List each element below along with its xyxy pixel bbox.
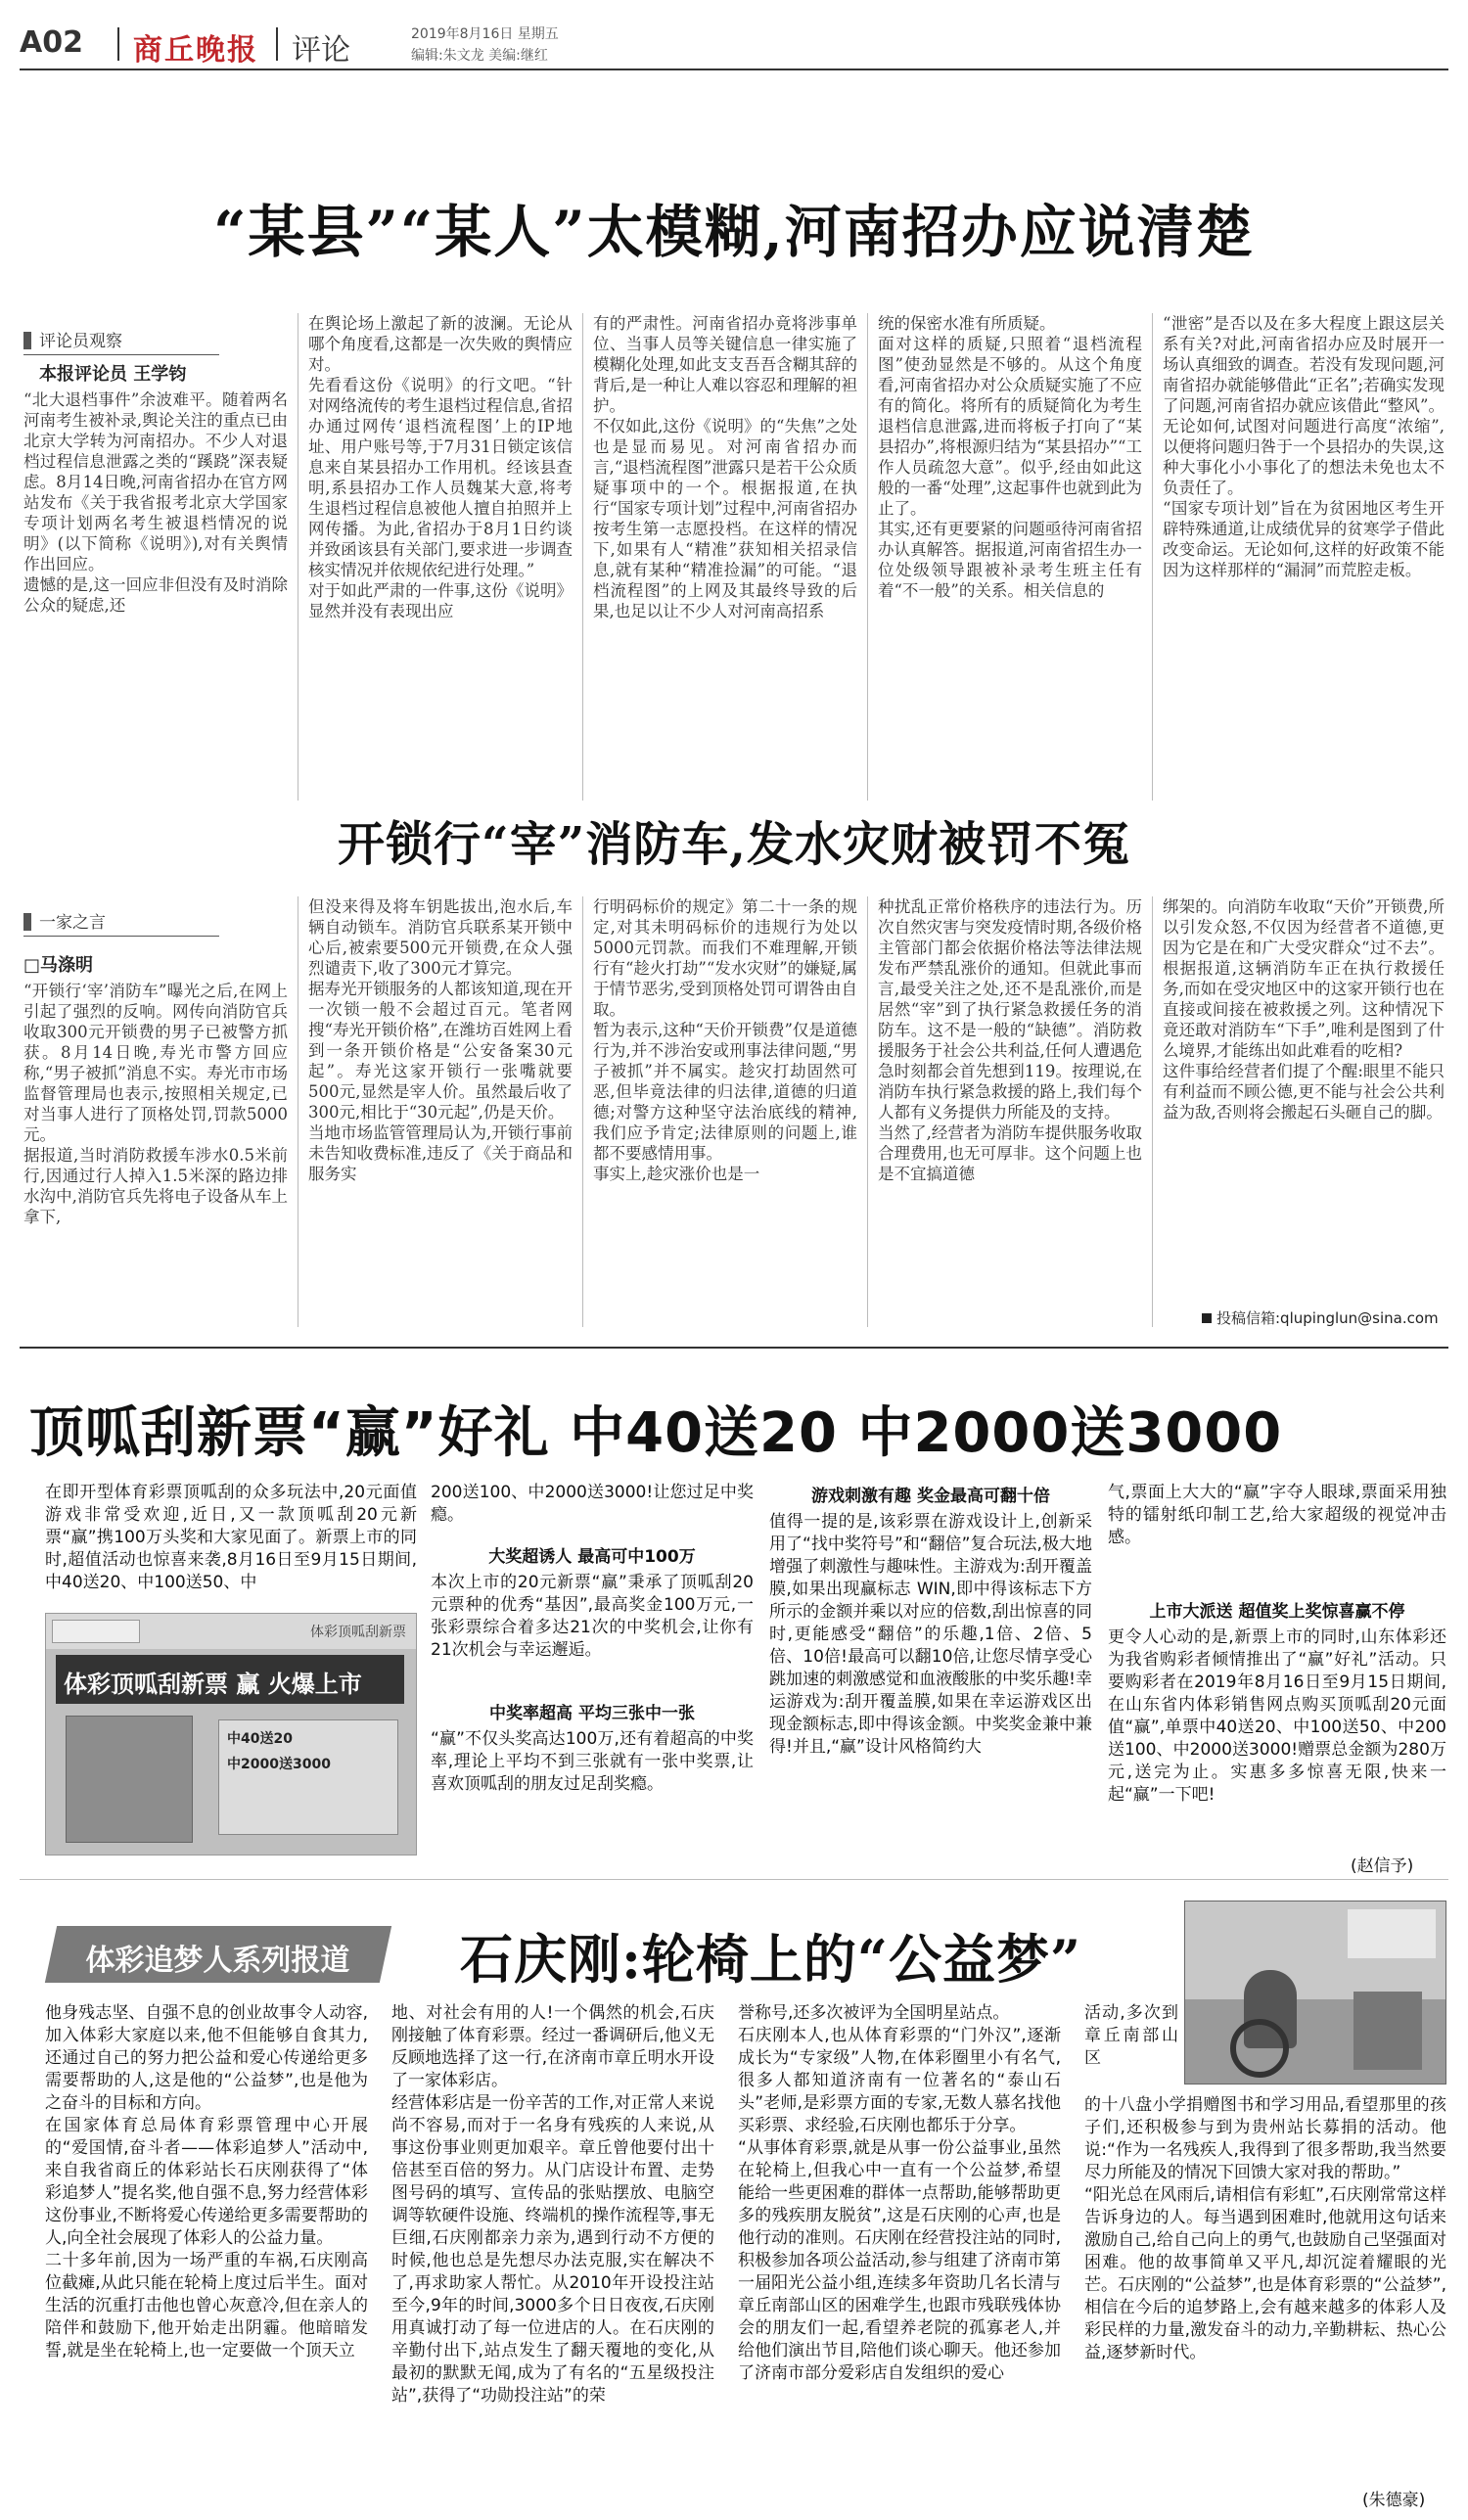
article2-column: 但没来得及将车钥匙拔出,泡水后,车辆自动锁车。消防官兵联系某开锁中心后,被索要500元开锁费,在众人强烈谴责下,收了300元才算完。 据寿光开锁服务的人都该知道,现在开一次锁一般不会超过百元。笔者网搜“寿光开锁价格”,在潍坊百姓网上看到一条开锁价格是“公安备案30元起”。寿光这家开锁行一张嘴就要500元,显然是宰人价。虽然最后收了300元,相比于“30元起”,仍是天价。 当地市场监管管理局认为,开锁行事前未告知收费标准,违反了《关于商品和服务实 bbox=[308, 897, 573, 1183]
lottery-subhead: 中奖率超高 平均三张中一张 bbox=[489, 1704, 695, 1723]
article3-column: 誉称号,还多次被评为全国明星站点。 石庆刚本人,也从体育彩票的“门外汉”,逐渐成长为“专家级”人物,在体彩圈里小有名气,很多人都知道济南有一位著名的“泰山石头”老师,是彩票方面的专家,无数人慕名找他买彩票、求经验,石庆刚也都乐于分享。 “从事体育彩票,就是从事一份公益事业,虽然在轮椅上,但我心中一直有一个公益梦,希望能给一些更困难的群体一点帮助,能够帮助更多的残疾朋友脱贫”,这是石庆刚的心声,也是他行动的准则。石庆刚在经营投注站的同时,积极参加各项公益活动,参与组建了济南市第一届阳光公益小组,连续多年资助几名长清与章丘南部山区的困难学生,也跟市残联残体协会的朋友们一起,看望养老院的孤寡老人,并给他们演出节目,陪他们谈心聊天。他还参加了济南市部分爱彩店自发组织的爱心 bbox=[738, 2003, 1061, 2383]
article2-column: 种扰乱正常价格秩序的违法行为。历次自然灾害与突发疫情时期,各级价格主管部门都会依据价格法等法律法规发布严禁乱涨价的通知。但就此事而言,最受关注之处,还不是乱涨价,而是居然“宰”到了执行紧急救援任务的消防车。这不是一般的“缺德”。消防救援服务于社会公共利益,任何人遭遇危急时刻都会首先想到119。按理说,在消防车执行紧急救援的路上,我们每个人都有义务提供力所能及的支持。 当然了,经营者为消防车提供服务收取合理费用,也无可厚非。这个问题上也是不宜搞道德 bbox=[878, 897, 1142, 1183]
shopkeeper-photo bbox=[1184, 1901, 1446, 2085]
author-sign: (赵信予) bbox=[1351, 1856, 1414, 1876]
article1-column: “北大退档事件”余波难平。随着两名河南考生被补录,舆论关注的重点已由北京大学转为河南招办。不少人对退档过程信息泄露之类的“蹊跷”深表疑虑。8月14日晚,河南省招办在官方网站发布《关于我省报考北京大学国家专项计划两名考生被退档情况的说明》(以下简称《说明》),对有关舆情作出回应。 遗憾的是,这一回应非但没有及时消除公众的疑虑,还 bbox=[23, 390, 288, 615]
article2-kicker bbox=[23, 908, 219, 937]
section-name: 评论 bbox=[292, 33, 350, 68]
article3-headline: 石庆刚:轮椅上的“公益梦” bbox=[460, 1928, 1082, 1991]
column-rule bbox=[867, 896, 868, 1327]
article1-column: 有的严肃性。河南省招办竟将涉事单位、当事人员等关键信息一律实施了模糊化处理,如此支支吾吾含糊其辞的背后,是一种让人难以容忍和理解的袒护。 不仅如此,这份《说明》的“失焦”之处也是显而易见。对河南省招办而言,“退档流程图”泄露只是若干公众质疑事项中的一个。根据报道,在执行“国家专项计划”过程中,河南省招办按考生第一志愿投档。在这样的情况下,如果有人“精准”获知相关招录信息,就有某种“精准捡漏”的可能。“退档流程图”的上网及其最终导致的后果,也足以让不少人对河南高招系 bbox=[593, 314, 857, 620]
column-rule bbox=[582, 896, 583, 1327]
scratch-ticket-icon bbox=[66, 1716, 193, 1843]
article2-column: 行明码标价的规定》第二十一条的规定,对其未明码标价的违规行为处以5000元罚款。而我们不难理解,开锁行有“趁火打劫”“发水灾财”的嫌疑,属于情节恶劣,受到顶格处罚可谓咎由自取。 暂为表示,这种“天价开锁费”仅是道德行为,并不涉治安或刑事法律问题,“男子被抓”并不属实。趁灾打劫固然可恶,但毕竟法律的归法律,道德的归道德;对警方这种坚守法治底线的精神,我们应予肯定;法律原则的问题上,谁都不要感情用事。 事实上,趁灾涨价也是一 bbox=[593, 897, 857, 1183]
lottery-text: 更令人心动的是,新票上市的同时,山东体彩还为我省购彩者倾情推出了“赢”好礼”活动。只要购彩者在2019年8月16日至9月15日期间,在山东省内体彩销售网点购买顶呱刮20元面值“赢”,单票中40送20、中100送50、中200送100、中2000送3000!赠票总金额为280万元,送完为止。实惠多多惊喜无限,快来一起“赢”一下吧! bbox=[1108, 1627, 1446, 1805]
lottery-text: 在即开型体育彩票顶呱刮的众多玩法中,20元面值游戏非常受欢迎,近日,又一款顶呱刮20元新票“赢”携100万头奖和大家见面了。新票上市的同时,超值活动也惊喜来袭,8月16日至9月15日期间,中40送20、中100送50、中 bbox=[45, 1483, 417, 1592]
series-label: 体彩追梦人系列报道 bbox=[85, 1944, 350, 1978]
image-slogan: 体彩顶呱刮新票 bbox=[310, 1625, 406, 1640]
series-banner bbox=[45, 1926, 391, 1983]
issue-date: 2019年8月16日 星期五 bbox=[411, 26, 559, 42]
lottery-text: 值得一提的是,该彩票在游戏设计上,创新采用了“找中奖符号”和“翻倍”复合玩法,极大地增强了刺激性与趣味性。主游戏为:刮开覆盖膜,如果出现赢标志 WIN,即中得该标志下方所示的金额并乘以对应的倍数,刮出惊喜的同时,更能感受“翻倍”的乐趣,1倍、2倍、5倍、10倍!最高可以翻10倍,让您尽情享受心跳加速的刺激感觉和血液酸胀的中奖乐趣!幸运游戏为:刮开覆盖膜,如果在幸运游戏区出现金额标志,即中得该金额。中奖奖金兼中兼得!并且,“赢”设计风格简约大 bbox=[769, 1512, 1092, 1757]
email-text: 投稿信箱:qlupinglun@sina.com bbox=[1216, 1309, 1439, 1327]
article1-headline: “某县”“某人”太模糊,河南招办应说清楚 bbox=[213, 199, 1255, 265]
editors-line: 编辑:朱文龙 美编:继红 bbox=[411, 48, 548, 64]
kicker-mark bbox=[23, 332, 31, 349]
lottery-text: 200送100、中2000送3000!让您过足中奖瘾。 bbox=[431, 1483, 754, 1525]
article3-column: 的十八盘小学捐赠图书和学习用品,看望那里的孩子们,还积极参与到为贵州站长募捐的活动。他说:“作为一名残疾人,我得到了很多帮助,我当然要尽力所能及的情况下回馈大家对我的帮助。” “阳光总在风雨后,请相信有彩虹”,石庆刚常常这样告诉身边的人。每当遇到困难时,他就用这句话来激励自己,给自己向上的勇气,也鼓励自己坚强面对困难。他的故事简单又平凡,却沉淀着耀眼的光芒。石庆刚的“公益梦”,也是体育彩票的“公益梦”,相信在今后的追梦路上,会有越来越多的体彩人及彩民样的力量,激发奋斗的动力,辛勤耕耘、热心公益,逐梦新时代。 bbox=[1084, 2095, 1446, 2362]
lottery-subhead: 游戏刺激有趣 奖金最高可翻十倍 bbox=[811, 1487, 1050, 1506]
masthead bbox=[20, 20, 1448, 70]
divider bbox=[117, 27, 119, 61]
article2-headline: 开锁行“宰”消防车,发水灾财被罚不冤 bbox=[338, 817, 1130, 872]
newspaper-logo: 商丘晚报 bbox=[133, 33, 258, 68]
article3-column: 他身残志坚、自强不息的创业故事令人动容,加入体彩大家庭以来,他不但能够自食其力,还通过自己的努力把公益和爱心传递给更多需要帮助的人,这是他的“公益梦”,也是他为之奋斗的目标和方向。 在国家体育总局体育彩票管理中心开展的“爱国情,奋斗者——体彩追梦人”活动中,来自我省商丘的体彩站长石庆刚获得了“体彩追梦人”提名奖,他自强不息,努力经营体彩这份事业,不断将爱心传递给更多需要帮助的人,向全社会展现了体彩人的公益力量。 二十多年前,因为一场严重的车祸,石庆刚高位截瘫,从此只能在轮椅上度过后半生。面对生活的沉重打击他也曾心灰意冷,但在亲人的陪伴和鼓励下,他开始走出阴霾。他暗暗发誓,就是坐在轮椅上,也一定要做一个顶天立 bbox=[45, 2003, 368, 2360]
kicker-label: 评论员观察 bbox=[39, 332, 122, 351]
article2-column: “开锁行‘宰’消防车”曝光之后,在网上引起了强烈的反响。网传向消防官兵收取300元开锁费的男子已被警方抓获。8月14日晚,寿光市警方回应称,“男子被抓”消息不实。寿光市市场监督管理局也表示,按照相关规定,已对当事人进行了顶格处罚,罚款5000元。 据报道,当时消防救援车涉水0.5米前行,因通过行人掉入1.5米深的路边排水沟中,消防官兵先将电子设备从车上拿下, bbox=[23, 982, 288, 1226]
kicker-label: 一家之言 bbox=[39, 913, 106, 933]
article2-column: 绑架的。向消防车收取“天价”开锁费,所以引发众怒,不仅因为经营者不道德,更因为它是在和广大受灾群众“过不去”。根据报道,这辆消防车正在执行救援任务,而如在受灾地区中的这家开锁行也在直接或间接在被救援之列。这种情况下竟还敢对消防车“下手”,唯利是图到了什么境界,才能练出如此难看的吃相? 这件事给经营者们提了个醒:眼里不能只有利益而不顾公德,更不能与社会公共利益为敌,否则将会搬起石头砸自己的脚。 bbox=[1163, 897, 1445, 1122]
divider bbox=[276, 27, 278, 61]
article1-kicker bbox=[23, 327, 219, 355]
article1-column: “泄密”是否以及在多大程度上跟这层关系有关?对此,河南省招办应及时展开一场认真细致的调查。若没有发现问题,河南省招办就能够借此“正名”;若确实发现了问题,河南省招办就应该借此“整风”。无论如何,试图对问题进行高度“浓缩”,以便将问题归咎于一个县招办的失误,这种大事化小小事化了的想法未免也太不负责任了。 “国家专项计划”旨在为贫困地区考生开辟特殊通道,让成绩优异的贫寒学子借此改变命运。无论如何,这样的好政策不能因为这样那样的“漏洞”而荒腔走板。 bbox=[1163, 314, 1445, 579]
page-number: A02 bbox=[20, 25, 83, 60]
prize-box bbox=[218, 1719, 398, 1835]
prize-line: 中2000送3000 bbox=[227, 1757, 331, 1772]
author-sign: (朱德豪) bbox=[1362, 2491, 1426, 2510]
column-rule bbox=[1152, 896, 1153, 1327]
column-rule bbox=[867, 313, 868, 801]
section-rule bbox=[20, 1347, 1448, 1349]
shop-sign bbox=[1348, 1909, 1436, 1958]
article1-byline: 本报评论员 王学钧 bbox=[39, 364, 187, 385]
image-banner: 体彩顶呱刮新票 赢 火爆上市 bbox=[56, 1655, 404, 1704]
article3-column: 活动,多次到章丘南部山区 bbox=[1084, 2003, 1178, 2068]
article1-column: 统的保密水准有所质疑。 面对这样的质疑,只照着“退档流程图”使劲显然是不够的。从这个角度看,河南省招办对公众质疑实施了不应有的简化。将所有的质疑简化为考生退档信息泄露,进而将板子打向了“某县招办”,将根源归结为“某县招办”“工作人员疏忽大意”。似乎,经由如此这般的一番“处理”,这起事件也就到此为止了。 其实,还有更要紧的问题亟待河南省招办认真解答。据报道,河南省招生办一位处级领导跟被补录考生班主任有着“不一般”的关系。相关信息的 bbox=[878, 314, 1142, 600]
lottery-subhead: 大奖超诱人 最高可中100万 bbox=[488, 1547, 696, 1567]
lottery-subhead: 上市大派送 超值奖上奖惊喜赢不停 bbox=[1149, 1602, 1405, 1622]
column-rule bbox=[1152, 313, 1153, 801]
lottery-text: 本次上市的20元新票“赢”秉承了顶呱刮20元票种的优秀“基因”,最高奖金100万元,一张彩票综合着多达21次的中奖机会,让你有21次机会与幸运邂逅。 bbox=[431, 1573, 754, 1660]
article1-column: 在舆论场上激起了新的波澜。无论从哪个角度看,这都是一次失败的舆情应对。 先看看这份《说明》的行文吧。“针对网络流传的考生退档过程信息,省招办通过网传‘退档流程图’上的IP地址、用户账号等,于7月31日锁定该信息来自某县招办工作用机。经该县查明,系县招办工作人员魏某大意,将考生退档过程信息被他人擅自拍照并上网传播。为此,省招办于8月1日约谈并致函该县有关部门,要求进一步调查核实情况并依规依纪进行处理。” 对于如此严肃的一件事,这份《说明》显然并没有表现出应 bbox=[308, 314, 573, 620]
kicker-underline bbox=[23, 354, 219, 355]
article3-column: 地、对社会有用的人!一个偶然的机会,石庆刚接触了体育彩票。经过一番调研后,他义无反顾地选择了这一行,在济南市章丘明水开设了一家体彩店。 经营体彩店是一份辛苦的工作,对正常人来说尚不容易,而对于一名身有残疾的人来说,从事这份事业则更加艰辛。章丘曾他要付出十倍甚至百倍的努力。从门店设计布置、走势图号码的填写、宣传品的张贴摆放、电脑空调等软硬件设施、终端机的操作流程等,事无巨细,石庆刚都亲力亲为,遇到行动不方便的时候,他也总是先想尽办法克服,实在解决不了,再求助家人帮忙。从2010年开设投注站至今,9年的时间,3000多个日日夜夜,石庆刚用真诚打动了每一位进店的人。在石庆刚的辛勤付出下,站点发生了翻天覆地的变化,从最初的默默无闻,成为了有名的“五星级投注站”,获得了“功勋投注站”的荣 bbox=[391, 2003, 714, 2405]
lottery-text: “赢”不仅头奖高达100万,还有着超高的中奖率,理论上平均不到三张就有一张中奖票,让喜欢顶呱刮的朋友过足刮奖瘾。 bbox=[431, 1729, 754, 1794]
wheelchair-icon bbox=[1230, 2019, 1289, 2078]
kicker-underline bbox=[23, 936, 219, 937]
kicker-mark bbox=[23, 913, 31, 931]
lottery-ticket-image bbox=[45, 1613, 417, 1856]
section-rule bbox=[20, 1879, 1448, 1880]
lottery-logo-icon bbox=[52, 1620, 140, 1643]
lottery-text: 气,票面上大大的“赢”字夺人眼球,票面采用独特的镭射纸印制工艺,给大家超级的视觉冲击感。 bbox=[1108, 1483, 1446, 1547]
column-rule bbox=[582, 313, 583, 801]
submission-email bbox=[1202, 1307, 1439, 1328]
article2-byline: □马涤明 bbox=[23, 955, 94, 976]
lottery-headline: 顶呱刮新票“赢”好礼 中40送20 中2000送3000 bbox=[29, 1401, 1283, 1465]
shop-shelf bbox=[1353, 1992, 1422, 2070]
prize-line: 中40送20 bbox=[227, 1731, 293, 1747]
square-icon bbox=[1202, 1313, 1212, 1323]
